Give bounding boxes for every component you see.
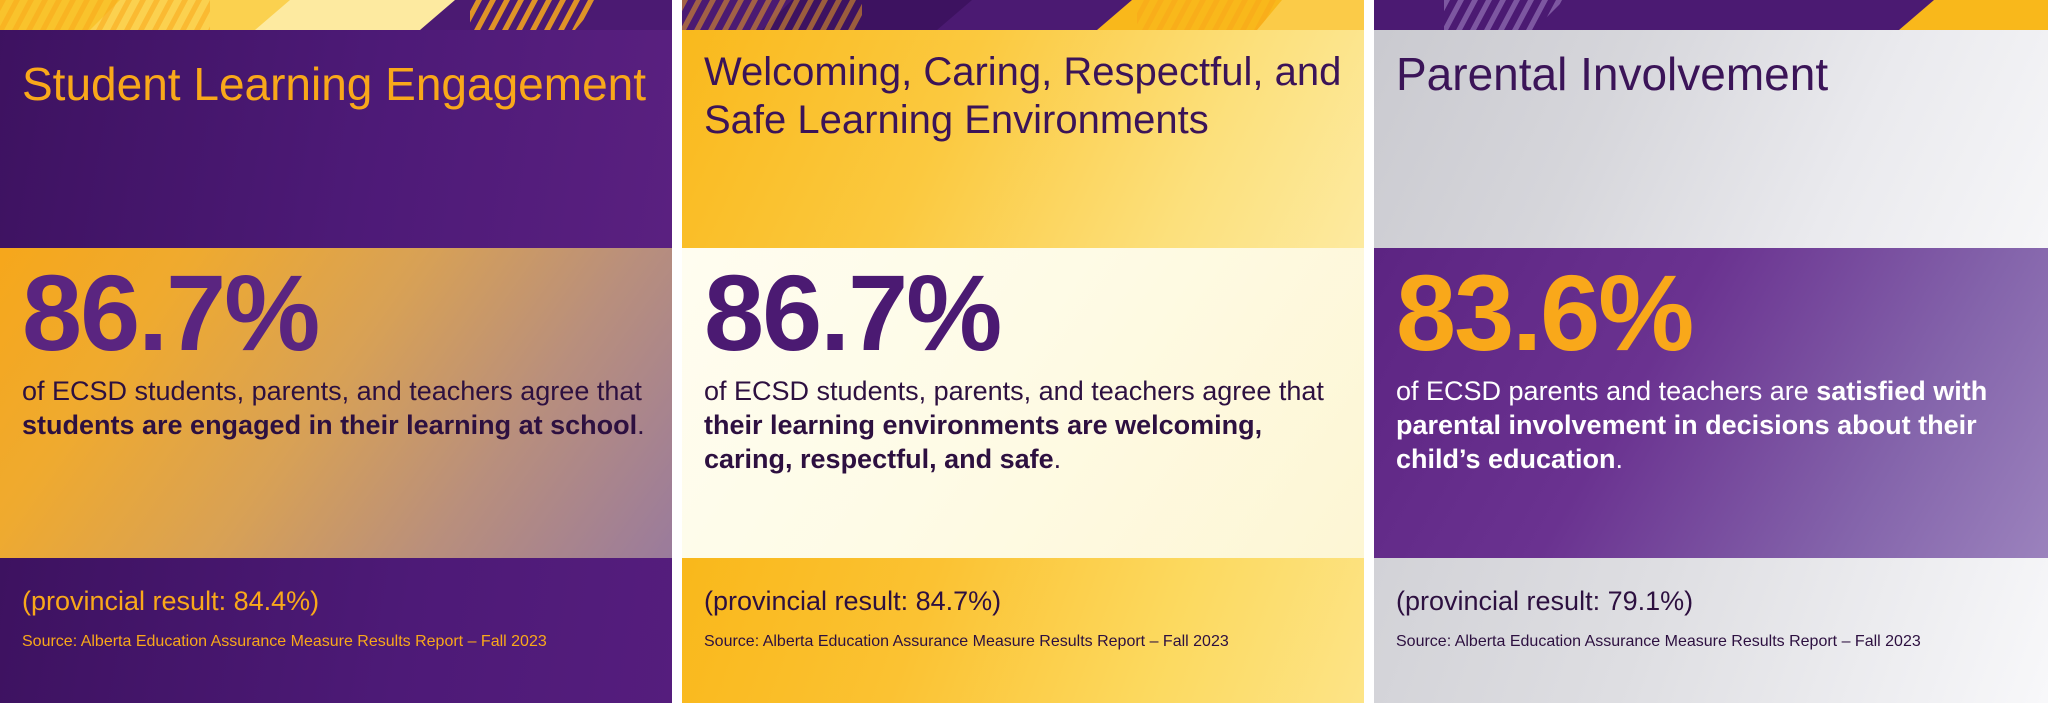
card-3-desc-pre: of ECSD parents and teachers are — [1396, 376, 1817, 407]
card-2-desc-post: . — [1053, 444, 1062, 475]
card-1-title: Student Learning Engagement — [22, 58, 647, 110]
card-2-description — [704, 374, 1342, 476]
card-2-footer-block — [682, 558, 1364, 703]
card-3-desc-post: . — [1615, 444, 1624, 475]
card-2-desc-pre: of ECSD students, parents, and teachers agree that — [704, 376, 1324, 407]
measure-card-welcoming-caring-respectful-safe — [682, 0, 1364, 703]
card-3-title-block — [1374, 0, 2048, 248]
card-2-desc-bold: their learning environments are welcoming, caring, respectful, and safe — [704, 410, 1263, 475]
card-3-desc-bold: satisfied with parental involvement in decisions about their child’s education — [1396, 376, 1988, 475]
card-3-description — [1396, 374, 2026, 476]
card-1-desc-post: . — [637, 410, 645, 441]
card-2-title: Welcoming, Caring, Respectful, and Safe Learning Environments — [704, 50, 1342, 142]
card-1-title-block — [0, 0, 672, 248]
card-2-provincial-result: (provincial result: 84.7%) — [704, 586, 1002, 616]
card-divider-1 — [672, 0, 682, 703]
card-1-desc-bold: students are engaged in their learning at school — [22, 410, 638, 441]
measure-card-student-learning-engagement — [0, 0, 672, 703]
card-3-provincial-result: (provincial result: 79.1%) — [1396, 586, 1694, 616]
card-1-source: Source: Alberta Education Assurance Measure Results Report – Fall 2023 — [22, 633, 547, 650]
card-3-body-block — [1374, 248, 2048, 558]
card-divider-2 — [1364, 0, 1374, 703]
card-1-body-block — [0, 248, 672, 558]
card-1-stat-value: 86.7% — [22, 252, 319, 373]
card-2-body-block — [682, 248, 1364, 558]
card-3-title: Parental Involvement — [1396, 48, 1829, 100]
card-2-title-block — [682, 0, 1364, 248]
card-2-source: Source: Alberta Education Assurance Measure Results Report – Fall 2023 — [704, 633, 1229, 650]
card-1-desc-pre: of ECSD students, parents, and teachers agree that — [22, 376, 642, 407]
card-2-stat-value: 86.7% — [704, 252, 1001, 373]
card-3-footer-block — [1374, 558, 2048, 703]
card-3-stat-value: 83.6% — [1396, 252, 1693, 373]
card-1-footer-block — [0, 558, 672, 703]
card-1-provincial-result: (provincial result: 84.4%) — [22, 586, 320, 616]
card-1-description — [22, 374, 650, 442]
card-3-source: Source: Alberta Education Assurance Measure Results Report – Fall 2023 — [1396, 633, 1921, 650]
measure-card-parental-involvement — [1374, 0, 2048, 703]
